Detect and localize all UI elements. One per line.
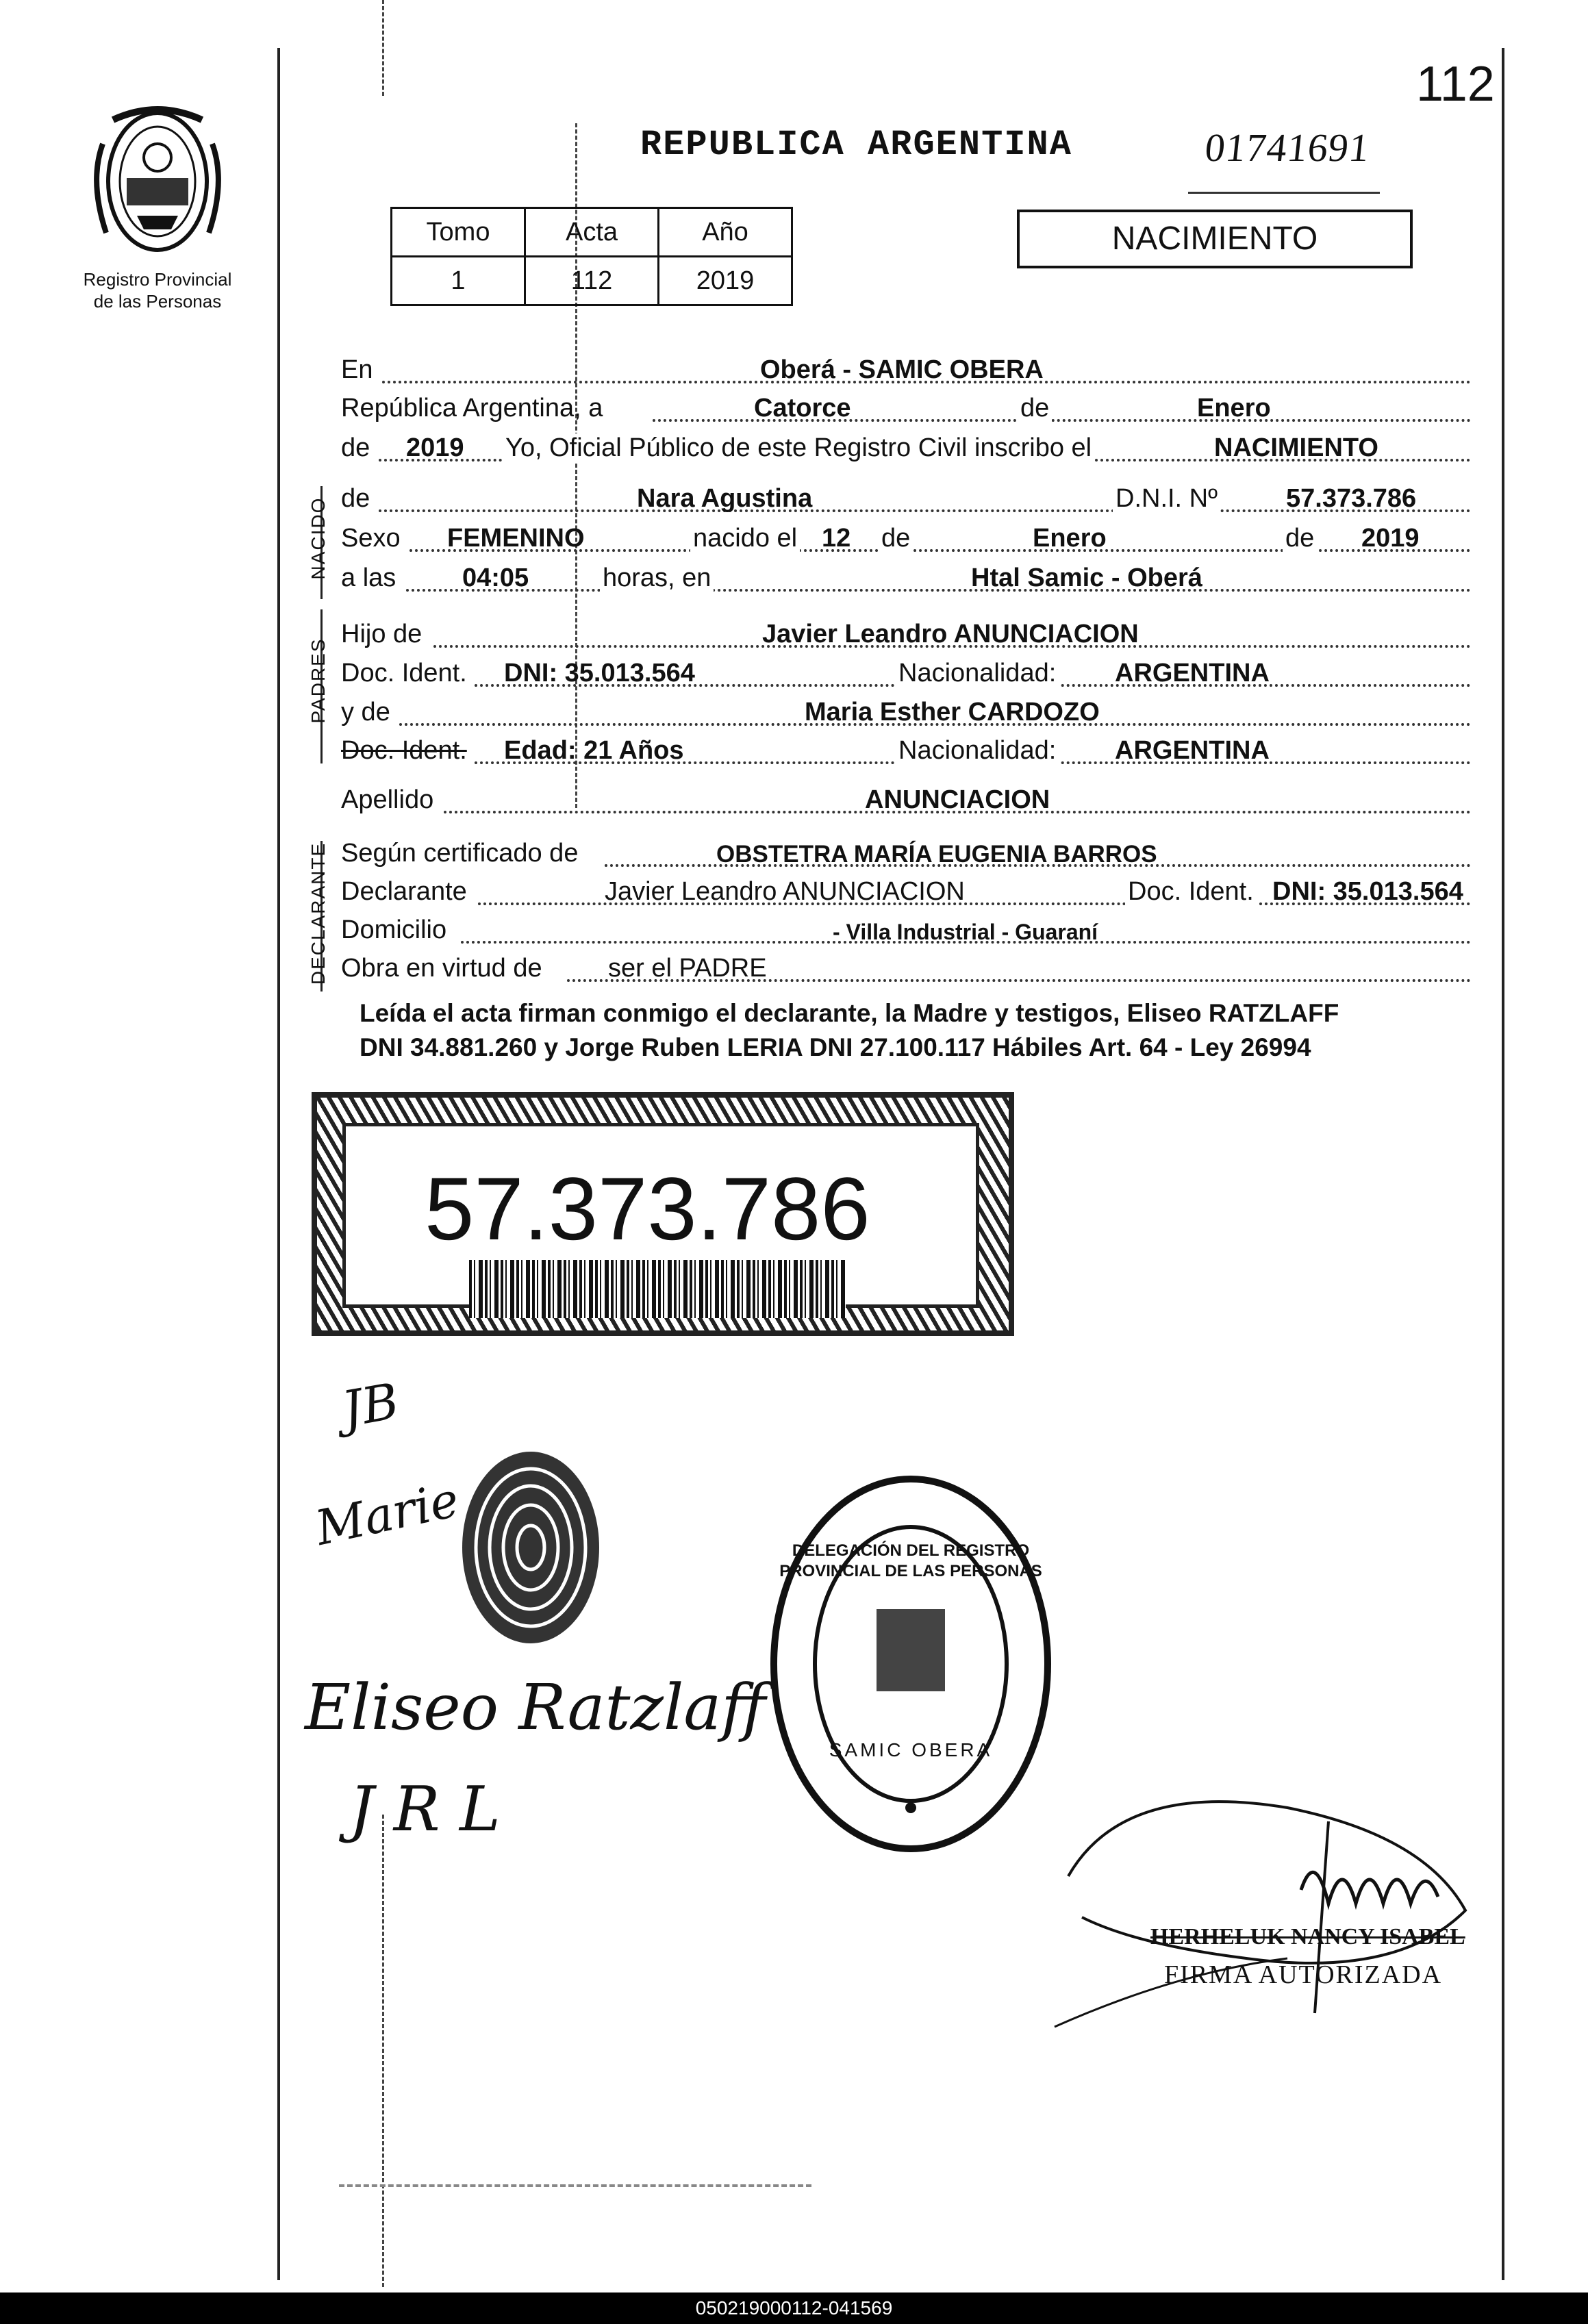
- seal-text: DELEGACIÓN DEL REGISTRO PROVINCIAL DE LAS PERSONAS: [779, 1541, 1042, 1580]
- label-doc-ident-2: Doc. Ident.: [341, 736, 467, 765]
- act-type-box: NACIMIENTO: [1017, 210, 1413, 268]
- label-de4: de: [879, 524, 913, 553]
- row-apellido: [341, 781, 1478, 819]
- fold-line-bottom: [382, 1815, 384, 2287]
- side-label-declarante: DECLARANTE: [307, 842, 329, 985]
- label-nacionalidad: Nacionalidad:: [896, 659, 1059, 688]
- row-padre-doc: [341, 654, 1478, 692]
- row-year: [341, 429, 1478, 467]
- value-madre: Maria Esther CARDOZO: [805, 698, 1100, 727]
- value-domicilio: - Villa Industrial - Guaraní: [833, 920, 1098, 944]
- value-dni: 57.373.786: [1286, 484, 1417, 513]
- row-nacido-name: [341, 479, 1478, 518]
- value-act-type: NACIMIENTO: [1214, 433, 1378, 462]
- provincia-de-misiones-coat-of-arms-icon: [75, 103, 240, 288]
- value-declarante-doc: DNI: 35.013.564: [1272, 877, 1463, 906]
- value-apellido: ANUNCIACION: [865, 785, 1050, 814]
- row-obra: [341, 949, 1478, 987]
- row-republica: [341, 389, 1478, 427]
- label-segun-certificado: Según certificado de: [341, 839, 579, 868]
- act-table-value-row: [392, 257, 792, 305]
- barcode-number: 57.373.786: [425, 1159, 870, 1259]
- act-table-header-tomo: Tomo: [392, 208, 525, 257]
- act-table-value-ano: 2019: [659, 257, 792, 305]
- label-doc-ident: Doc. Ident.: [341, 659, 467, 687]
- label-a-las: a las: [341, 564, 396, 592]
- act-table-value-acta: 112: [525, 257, 659, 305]
- row-hijo-de: [341, 615, 1478, 653]
- closing-line1: Leída el acta firman conmigo el declarante, la Madre y testigos, Eliseo RATZLAFF: [360, 999, 1339, 1027]
- label-de: de: [1018, 394, 1052, 423]
- side-label-nacido: NACIDO: [307, 496, 329, 580]
- footer-document-id: 050219000112-041569: [0, 2293, 1588, 2324]
- value-madre-nacionalidad: ARGENTINA: [1115, 736, 1270, 765]
- label-de5: de: [1283, 524, 1317, 553]
- row-hora: [341, 559, 1478, 597]
- signature-initials: JB: [338, 1372, 403, 1439]
- page-number: 112: [1416, 57, 1495, 112]
- fingerprint-icon: [452, 1445, 609, 1650]
- org-label-line2: de las Personas: [93, 291, 222, 312]
- label-nacionalidad-2: Nacionalidad:: [896, 736, 1059, 766]
- label-obra: Obra en virtud de: [341, 954, 542, 983]
- value-sexo: FEMENINO: [447, 524, 585, 553]
- signature-testigo-eliseo: Eliseo Ratzlaff: [305, 1671, 766, 1744]
- act-table: [390, 207, 793, 306]
- value-declarante: Javier Leandro ANUNCIACION: [605, 877, 965, 906]
- right-margin-line: [1502, 48, 1504, 2280]
- label-y-de: y de: [341, 698, 390, 727]
- act-table-header-acta: Acta: [525, 208, 659, 257]
- side-label-padres: PADRES: [307, 637, 329, 724]
- value-hora: 04:05: [462, 564, 529, 592]
- value-nombre: Nara Agustina: [637, 484, 813, 513]
- value-padre-doc: DNI: 35.013.564: [504, 659, 695, 687]
- left-margin-line: [277, 48, 280, 2280]
- official-text: Yo, Oficial Público de este Registro Civil inscribo el: [503, 433, 1094, 463]
- label-nacido-el: nacido el: [690, 524, 800, 553]
- closing-statement: [360, 996, 1483, 1065]
- label-apellido: Apellido: [341, 785, 434, 814]
- row-y-de: [341, 693, 1478, 731]
- value-padre-nacionalidad: ARGENTINA: [1115, 659, 1270, 687]
- officer-signature: [1041, 1753, 1493, 2041]
- act-table-value-tomo: 1: [392, 257, 525, 305]
- label-domicilio: Domicilio: [341, 915, 447, 944]
- serial-number: 01741691: [1202, 125, 1372, 170]
- label-declarante: Declarante: [341, 877, 467, 906]
- label-dni: D.N.I. Nº: [1113, 484, 1220, 514]
- row-en: [341, 351, 1478, 389]
- value-lugar-inscripcion: Oberá - SAMIC OBERA: [760, 355, 1044, 384]
- org-label-line1: Registro Provincial: [83, 269, 232, 290]
- value-day: Catorce: [754, 394, 851, 422]
- signature-testigo-jorge: J R L: [349, 1773, 501, 1845]
- document-title: REPUBLICA ARGENTINA: [640, 125, 1072, 165]
- value-year: 2019: [406, 433, 464, 462]
- row-madre-doc: [341, 731, 1478, 770]
- row-domicilio: [341, 911, 1478, 949]
- label-hijo-de: Hijo de: [341, 620, 423, 648]
- label-de3: de: [341, 484, 370, 513]
- org-label: [65, 268, 250, 312]
- act-table-header-ano: Año: [659, 208, 792, 257]
- label-doc-ident-3: Doc. Ident.: [1125, 877, 1257, 907]
- row-sexo: [341, 519, 1478, 557]
- label-en: En: [341, 355, 373, 384]
- label-republica: República Argentina, a: [341, 394, 603, 422]
- officer-name: HERHELUK NANCY ISABEL: [1150, 1924, 1465, 1949]
- value-certificado: OBSTETRA MARÍA EUGENIA BARROS: [716, 841, 1157, 868]
- value-month: Enero: [1197, 394, 1271, 422]
- barcode-bars: [469, 1260, 846, 1318]
- label-sexo: Sexo: [341, 524, 401, 553]
- value-lugar-nacimiento: Htal Samic - Oberá: [971, 564, 1202, 592]
- bottom-faint-line: [339, 2184, 811, 2187]
- serial-underline: [1188, 192, 1380, 194]
- value-nacido-day: 12: [822, 524, 851, 553]
- fold-line-top: [382, 0, 384, 96]
- value-padre: Javier Leandro ANUNCIACION: [762, 620, 1139, 648]
- value-nacido-month: Enero: [1033, 524, 1107, 553]
- seal-center-text: SAMIC OBERA: [829, 1739, 993, 1760]
- officer-title: FIRMA AUTORIZADA: [1164, 1960, 1443, 1989]
- value-nacido-year: 2019: [1361, 524, 1420, 553]
- value-obra: ser el PADRE: [608, 954, 767, 983]
- closing-line2: DNI 34.881.260 y Jorge Ruben LERIA DNI 27.100.117 Hábiles Art. 64 - Ley 26994: [360, 1033, 1311, 1061]
- label-de2: de: [341, 433, 370, 462]
- label-horas-en: horas, en: [600, 564, 714, 593]
- act-table-header-row: [392, 208, 792, 257]
- value-madre-edad: Edad: 21 Años: [504, 736, 684, 765]
- row-declarante: [341, 872, 1478, 911]
- row-segun-certificado: [341, 834, 1478, 872]
- official-seal-icon: [760, 1465, 1061, 1862]
- signature-madre: Marie: [310, 1471, 464, 1557]
